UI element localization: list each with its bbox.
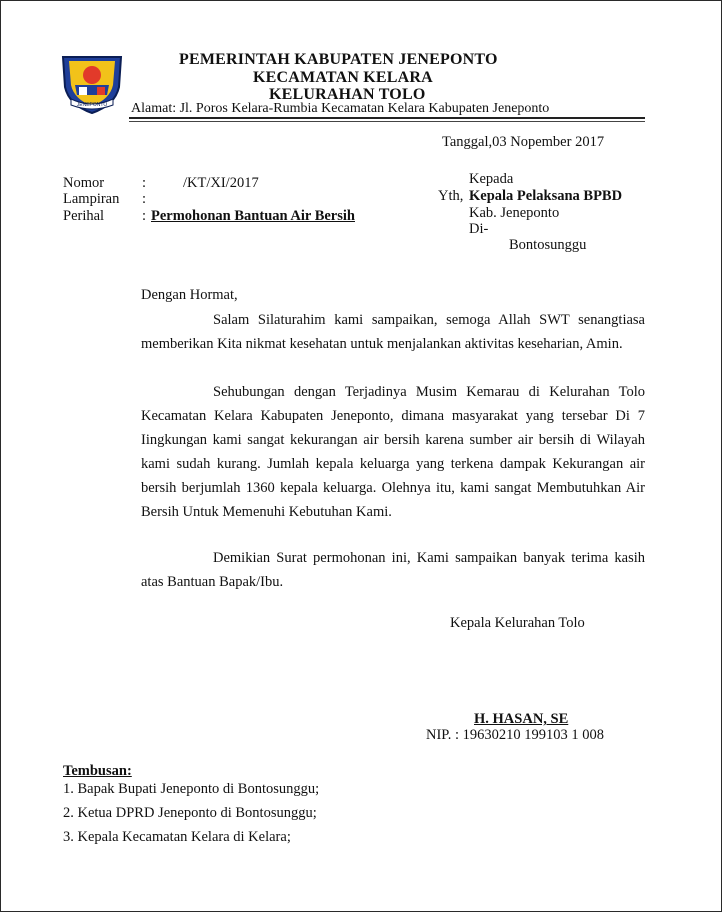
cc-item: 1. Bapak Bupati Jeneponto di Bontosunggu; xyxy=(63,781,320,797)
perihal-colon: : xyxy=(142,208,147,224)
recipient-line4: Bontosunggu xyxy=(509,237,587,253)
header-rule-thick xyxy=(129,117,645,119)
letterhead-line2: KECAMATAN KELARA xyxy=(253,69,433,86)
cc-heading: Tembusan: xyxy=(63,763,132,779)
nomor-value: /KT/XI/2017 xyxy=(183,175,259,191)
paragraph-2: Sehubungan dengan Terjadinya Musim Kemarau di Kelurahan Tolo Kecamatan Kelara Kabupaten Jeneponto, dimana masyarakat yang tersebar Di 7 Iingkungan kami sangat kekurangan air bersih karena sumber air bersih di Wilayah kami sudah kurang. Jumlah kepala keluarga yang terkena dampak Kekurangan air bersih berjumlah 1360 kepala keluarga. Olehnya itu, kami sangat Membutuhkan Air Bersih Untuk Memenuhi Kebutuhan Kami. xyxy=(141,384,645,520)
lampiran-colon: : xyxy=(142,191,147,207)
greeting: Dengan Hormat, xyxy=(141,287,238,303)
nomor-label: Nomor xyxy=(63,175,105,191)
cc-list xyxy=(63,777,319,849)
lampiran-label: Lampiran xyxy=(63,191,120,207)
paragraph-1: Salam Silaturahim kami sampaikan, semoga Allah SWT senangtiasa memberikan Kita nikmat kesehatan untuk menjalankan aktivitas keseharian, Amin. xyxy=(141,312,645,352)
letterhead-line1: PEMERINTAH KABUPATEN JENEPONTO xyxy=(179,51,498,68)
header-rule-thin xyxy=(129,121,645,122)
perihal-value: Permohonan Bantuan Air Bersih xyxy=(151,208,355,224)
regency-logo-icon xyxy=(57,51,127,115)
cc-item: 3. Kepala Kecamatan Kelara di Kelara; xyxy=(63,829,291,845)
recipient-kepada: Kepada xyxy=(469,171,514,187)
recipient-line2: Kab. Jeneponto xyxy=(469,205,560,221)
signature-nip: NIP. : 19630210 199103 1 008 xyxy=(426,727,605,743)
letter-date: Tanggal,03 Nopember 2017 xyxy=(442,134,605,150)
cc-item: 2. Ketua DPRD Jeneponto di Bontosunggu; xyxy=(63,805,317,821)
perihal-label: Perihal xyxy=(63,208,105,224)
recipient-line3: Di- xyxy=(469,221,489,237)
letterhead-address: Alamat: Jl. Poros Kelara-Rumbia Kecamatan Kelara Kabupaten Jeneponto xyxy=(131,101,550,116)
signature-title: Kepala Kelurahan Tolo xyxy=(450,615,585,631)
recipient-name: Kepala Pelaksana BPBD xyxy=(469,188,623,204)
paragraph-3: Demikian Surat permohonan ini, Kami sampaikan banyak terima kasih atas Bantuan Bapak/Ibu. xyxy=(141,550,645,590)
letterhead-line3: KELURAHAN TOLO xyxy=(269,86,426,103)
signature-name: H. HASAN, SE xyxy=(474,711,569,727)
logo-text: JENEPONTO xyxy=(76,102,108,108)
nomor-colon: : xyxy=(142,175,147,191)
recipient-yth: Yth, xyxy=(438,188,464,204)
